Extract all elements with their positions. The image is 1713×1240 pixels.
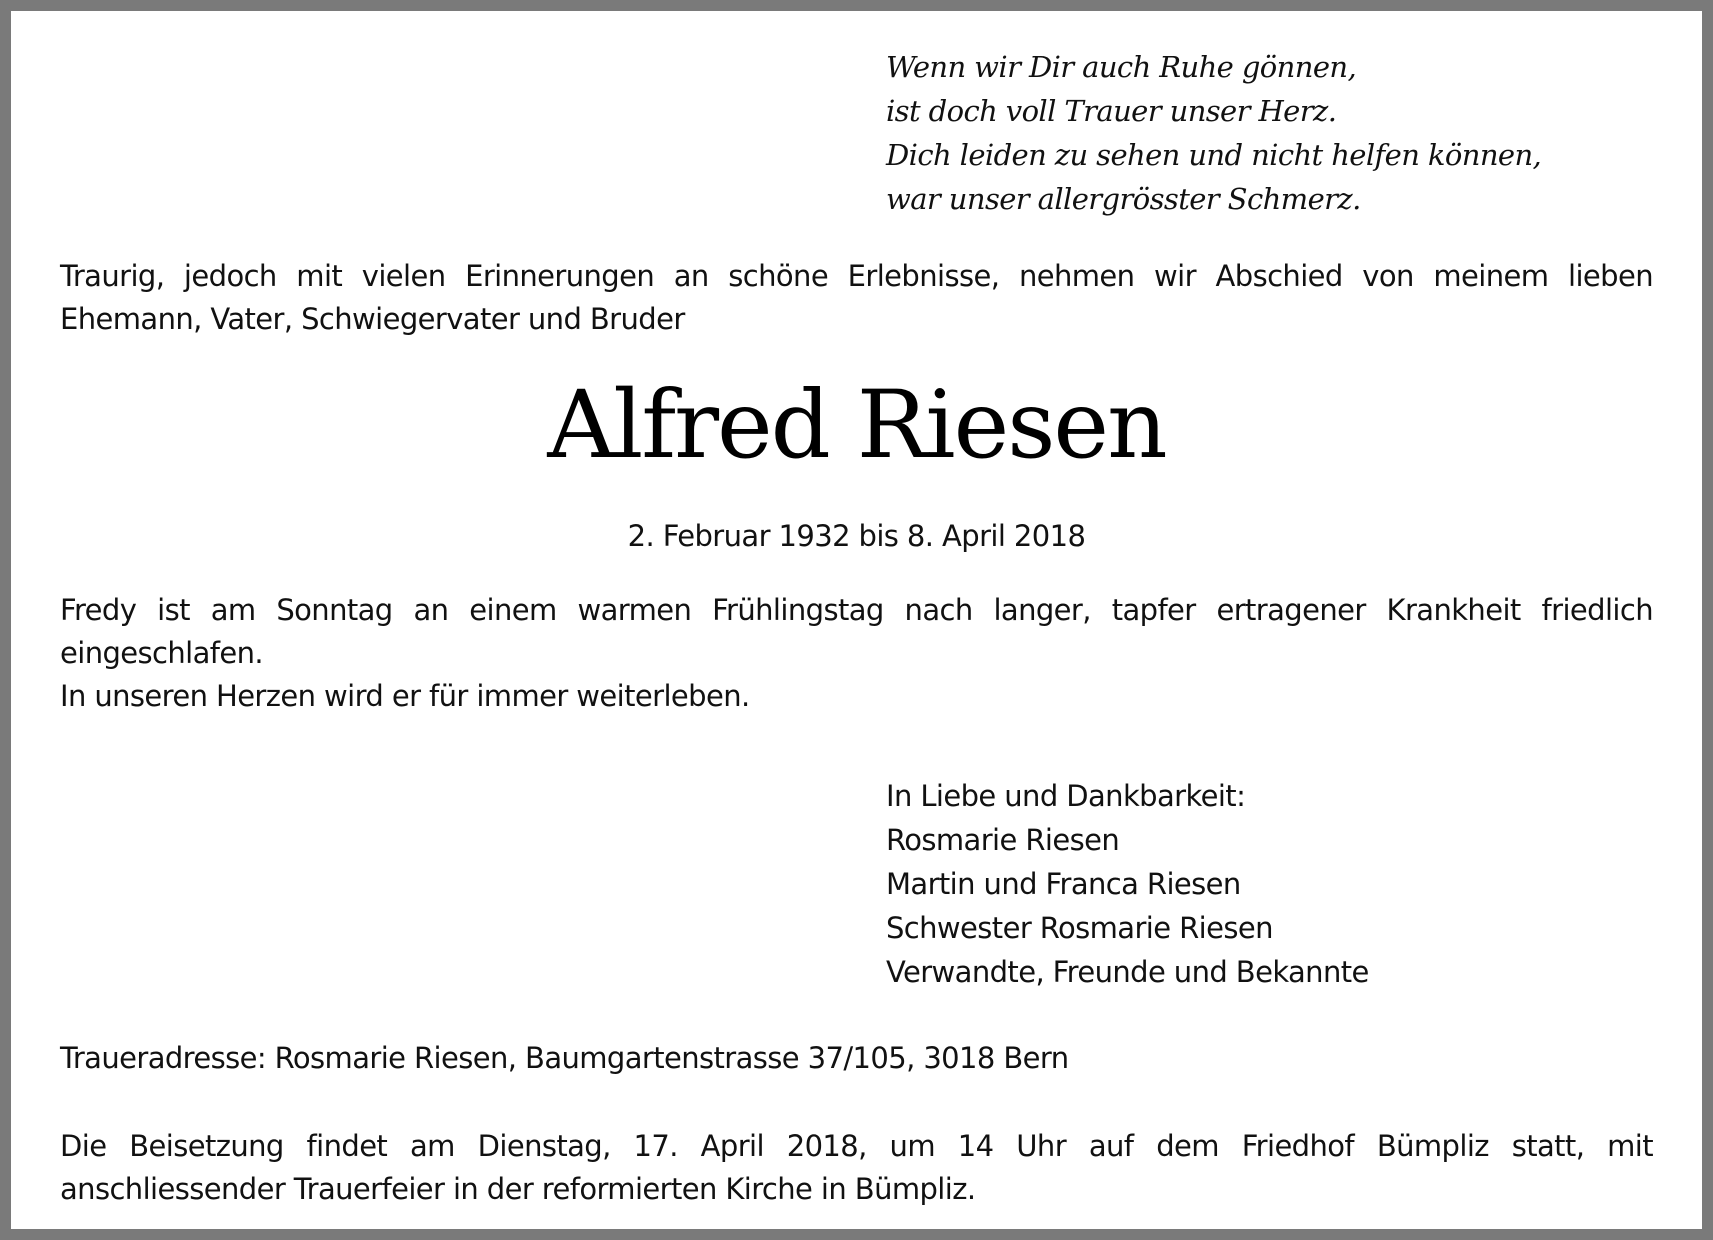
verse-line: Dich leiden zu sehen und nicht helfen können, bbox=[886, 138, 1542, 172]
message-block bbox=[60, 589, 1653, 718]
funeral-text: Die Beisetzung findet am Dienstag, 17. April 2018, um 14 Uhr auf dem Friedhof Bümpliz statt, mit anschliessender Trauerfeier in der reformierten Kirche in Bümpliz. bbox=[60, 1129, 1653, 1206]
verse-line: Wenn wir Dir auch Ruhe gönnen, bbox=[886, 50, 1357, 84]
memorial-verse bbox=[886, 45, 1541, 221]
verse-line: ist doch voll Trauer unser Herz. bbox=[886, 94, 1337, 128]
intro-paragraph bbox=[60, 255, 1653, 341]
life-dates: 2. Februar 1932 bis 8. April 2018 bbox=[627, 519, 1086, 553]
signoff-name: Schwester Rosmarie Riesen bbox=[886, 911, 1273, 945]
signoff-block bbox=[886, 774, 1369, 994]
signoff-name: Verwandte, Freunde und Bekannte bbox=[886, 955, 1369, 989]
obituary-card bbox=[11, 11, 1702, 1229]
deceased-name: Alfred Riesen bbox=[547, 371, 1166, 480]
funeral-notice bbox=[60, 1125, 1653, 1211]
signoff-heading: In Liebe und Dankbarkeit: bbox=[886, 779, 1246, 813]
signoff-name: Martin und Franca Riesen bbox=[886, 867, 1241, 901]
signoff-name: Rosmarie Riesen bbox=[886, 823, 1120, 857]
mourning-address: Traueradresse: Rosmarie Riesen, Baumgartenstrasse 37/105, 3018 Bern bbox=[60, 1041, 1069, 1075]
verse-line: war unser allergrösster Schmerz. bbox=[886, 182, 1361, 216]
intro-text: Traurig, jedoch mit vielen Erinnerungen an schöne Erlebnisse, nehmen wir Abschied von meinem lieben Ehemann, Vater, Schwiegervater und Bruder bbox=[60, 259, 1653, 336]
message-paragraph: Fredy ist am Sonntag an einem warmen Frühlingstag nach langer, tapfer ertragener Krankheit friedlich eingeschlafen. bbox=[60, 593, 1653, 670]
message-closing: In unseren Herzen wird er für immer weiterleben. bbox=[60, 679, 750, 713]
